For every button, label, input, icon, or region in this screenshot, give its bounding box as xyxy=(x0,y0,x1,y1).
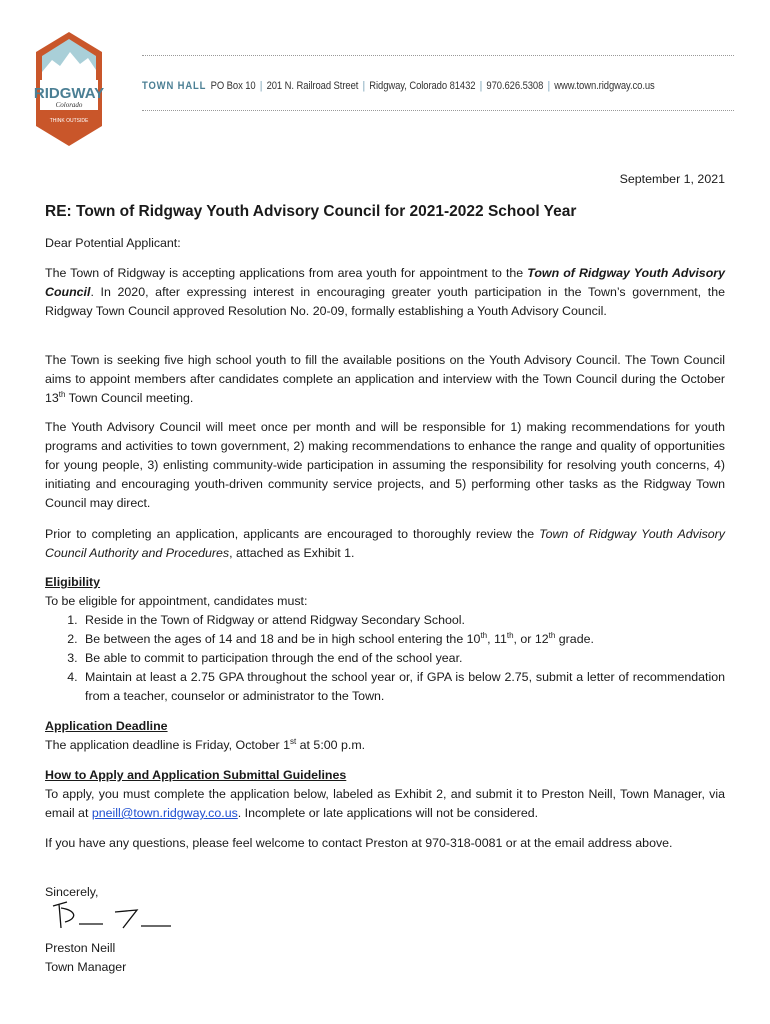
list-item: 3. Be able to commit to participation through the end of the school year. xyxy=(81,649,725,668)
questions-paragraph: If you have any questions, please feel welcome to contact Preston at 970-318-0081 or at the email address above. xyxy=(45,836,673,850)
letter-date: September 1, 2021 xyxy=(619,172,725,186)
apply-section: How to Apply and Application Submittal Guidelines To apply, you must complete the application below, labeled as Exhibit 2, and submit it to Preston Neill, Town Manager, via email at pneill@town.ridgway.co.us. Incomplete or late applications will not be considered. xyxy=(45,768,725,820)
svg-text:THINK OUTSIDE: THINK OUTSIDE xyxy=(49,118,89,124)
letter-title: RE: Town of Ridgway Youth Advisory Council for 2021-2022 School Year xyxy=(45,203,577,220)
ridgway-logo xyxy=(34,30,104,148)
salutation: Dear Potential Applicant: xyxy=(45,236,181,250)
header-rule-bottom xyxy=(142,110,734,111)
signature xyxy=(45,898,175,938)
letterhead-address: TOWN HALL PO Box 10 | 201 N. Railroad Street | Ridgway, Colorado 81432 | 970.626.5308 | www.town.ridgway.co.us xyxy=(142,80,655,92)
signer-name: Preston Neill xyxy=(45,941,116,955)
list-item: 4. Maintain at least a 2.75 GPA throughout the school year or, if GPA is below 2.75, submit a letter of recommendation from a teacher, counselor or administrator to the Town. xyxy=(81,668,725,706)
svg-text:Colorado: Colorado xyxy=(55,101,83,109)
list-item: 1. Reside in the Town of Ridgway or attend Ridgway Secondary School. xyxy=(81,611,725,630)
paragraph-3: The Youth Advisory Council will meet once per month and will be responsible for 1) making recommendations for youth programs and activities to town government, 2) making recommendations to enhance the range and quality of opportunities for young people, 3) enlisting community-wide participation in assuming the responsibility for resolving youth concerns, 4) initiating and encouraging youth-driven community service projects, and 5) performing other tasks as the Ridgway Town Council may direct. xyxy=(45,420,725,510)
paragraph-1: The Town of Ridgway is accepting applications from area youth for appointment to the Town of Ridgway Youth Advisory Council. In 2020, after expressing interest in encouraging greater youth participation in the Town’s government, the Ridgway Town Council approved Resolution No. 20-09, formally establishing a Youth Advisory Council. xyxy=(45,266,725,318)
signer-role: Town Manager xyxy=(45,960,127,974)
deadline-section: Application Deadline The application deadline is Friday, October 1st at 5:00 p.m. xyxy=(45,719,366,752)
email-link[interactable]: pneill@town.ridgway.co.us xyxy=(91,806,238,820)
header-rule-top xyxy=(142,55,734,56)
website: www.town.ridgway.co.us xyxy=(554,80,655,92)
eligibility-section: Eligibility To be eligible for appointment, candidates must: 1. Reside in the Town of Ridgway or attend Ridgway Secondary School. 2. Be between the ages of 14 and 18 and be in high school entering the 10th, 11th, or 12th grade. 3. Be able to commit to participation through the end of the school year. 4. Maintain at least a 2.75 GPA throughout the school year or, if GPA is below 2.75, submit a letter of recommendation from a teacher, counselor or administrator to the Town. xyxy=(45,573,725,706)
list-item: 2. Be between the ages of 14 and 18 and be in high school entering the 10th, 11th, or 12th grade. xyxy=(81,630,725,649)
paragraph-4: Prior to completing an application, applicants are encouraged to thoroughly review the Town of Ridgway Youth Advisory Council Authority and Procedures, attached as Exhibit 1. xyxy=(45,527,725,560)
svg-text:RIDGWAY: RIDGWAY xyxy=(34,85,104,102)
paragraph-2: The Town is seeking five high school youth to fill the available positions on the Youth Advisory Council. The Town Council aims to appoint members after candidates complete an application and interview with the Town Council during the October 13th Town Council meeting. xyxy=(45,353,725,405)
closing: Sincerely, xyxy=(45,885,99,899)
